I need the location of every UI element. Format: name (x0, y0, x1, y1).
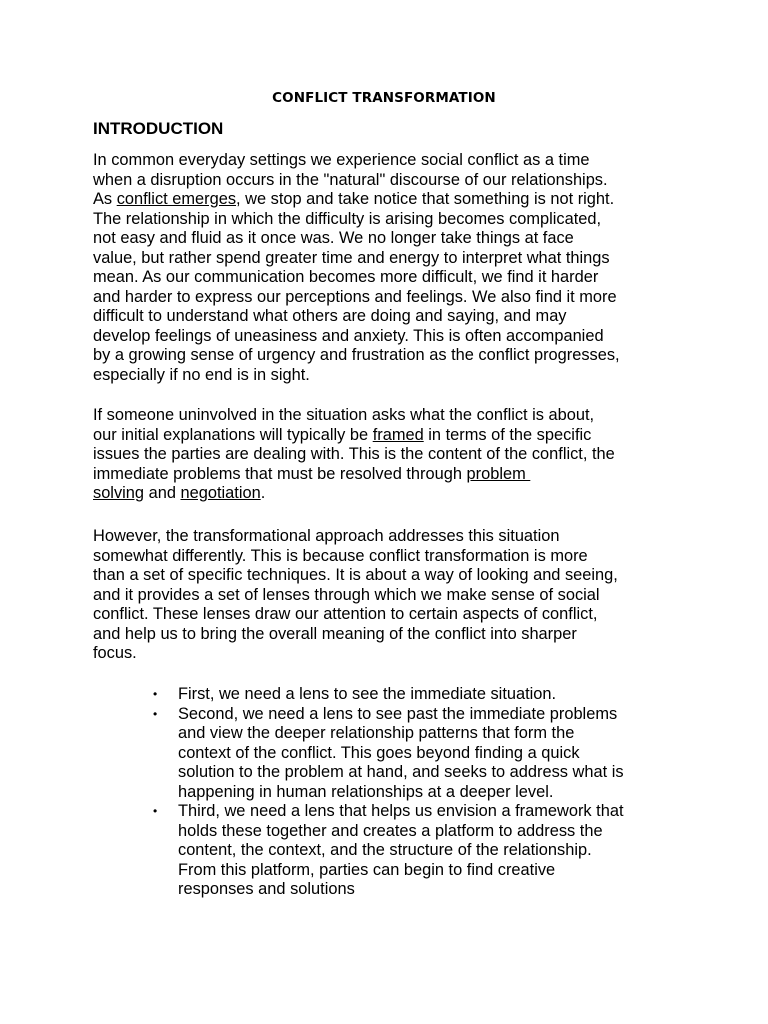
paragraph-1 (93, 151, 693, 385)
p1-line: In common everyday settings we experience social conflict as a time (93, 151, 590, 169)
p1-line: The relationship in which the difficulty is arising becomes complicated, (93, 209, 602, 228)
p3-line: focus. (93, 644, 137, 662)
p2-line-text: and (144, 484, 181, 502)
p2-line-text: in terms of the specific (423, 425, 592, 444)
p2-line-text: immediate problems that must be resolved through (93, 464, 467, 483)
paragraph-3 (93, 527, 693, 664)
section-heading: INTRODUCTION (93, 119, 224, 138)
list-item (93, 802, 693, 900)
bullet-line: and view the deeper relationship patterns that form the (178, 724, 575, 742)
bullet-icon: • (153, 804, 158, 818)
bullet-line: holds these together and creates a platform to address the (178, 821, 603, 840)
problem-solving-link[interactable]: solving (93, 484, 145, 502)
p3-line: somewhat differently. This is because conflict transformation is more (93, 546, 588, 565)
p1-line: when a disruption occurs in the "natural" discourse of our relationships. (93, 170, 608, 189)
problem-solving-link[interactable]: problem (466, 464, 531, 483)
p1-line-text: , we stop and take notice that something is not right. (236, 190, 615, 208)
bullet-icon: • (153, 706, 158, 721)
list-item (93, 705, 693, 803)
p3-line: conflict. These lenses draw our attention to certain aspects of conflict, (93, 605, 598, 623)
list-item (93, 685, 693, 705)
lens-bullet-list (93, 685, 693, 900)
bullet-line: Second, we need a lens to see past the immediate problems (178, 704, 618, 723)
p1-line: value, but rather spend greater time and energy to interpret what things (93, 248, 610, 267)
p2-line: issues the parties are dealing with. This is the content of the conflict, the (93, 445, 615, 463)
bullet-line: First, we need a lens to see the immediate situation. (178, 685, 557, 703)
bullet-line: responses and solutions (178, 880, 355, 898)
paragraph-2 (93, 406, 693, 504)
bullet-line: Third, we need a lens that helps us envision a framework that (178, 802, 624, 820)
bullet-icon: • (153, 687, 158, 701)
p3-line: and it provides a set of lenses through which we make sense of social (93, 585, 600, 604)
bullet-line: happening in human relationships at a deeper level. (178, 782, 554, 801)
document-title: CONFLICT TRANSFORMATION (272, 90, 496, 106)
p1-line: mean. As our communication becomes more difficult, we find it harder (93, 268, 599, 286)
p3-line: However, the transformational approach addresses this situation (93, 527, 560, 545)
p1-line: by a growing sense of urgency and frustration as the conflict progresses, (93, 346, 620, 364)
negotiation-link[interactable]: negotiation (180, 484, 261, 502)
p1-line: and harder to express our perceptions and feelings. We also find it more (93, 287, 617, 306)
conflict-emerges-link[interactable]: conflict emerges (116, 190, 237, 208)
p2-line: If someone uninvolved in the situation asks what the conflict is about, (93, 406, 595, 424)
p1-line-text: As (93, 190, 117, 208)
p1-line: difficult to understand what others are doing and saying, and may (93, 307, 567, 325)
p1-line (93, 190, 693, 210)
p1-line: especially if no end is in sight. (93, 365, 310, 384)
p2-line-text: our initial explanations will typically be (93, 425, 373, 444)
p1-line: not easy and fluid as it once was. We no longer take things at face (93, 229, 574, 247)
p2-line (93, 465, 693, 485)
p3-line: than a set of specific techniques. It is about a way of looking and seeing, (93, 566, 618, 584)
bullet-line: From this platform, parties can begin to find creative (178, 860, 556, 879)
p2-line (93, 426, 693, 446)
bullet-line: context of the conflict. This goes beyond finding a quick (178, 743, 580, 762)
p3-line: and help us to bring the overall meaning of the conflict into sharper (93, 624, 577, 643)
p2-line-text: . (260, 484, 266, 502)
bullet-line: solution to the problem at hand, and seeks to address what is (178, 763, 624, 781)
bullet-line: content, the context, and the structure of the relationship. (178, 841, 592, 859)
p2-line (93, 484, 693, 504)
framed-link[interactable]: framed (372, 425, 424, 444)
p1-line: develop feelings of uneasiness and anxiety. This is often accompanied (93, 326, 604, 345)
